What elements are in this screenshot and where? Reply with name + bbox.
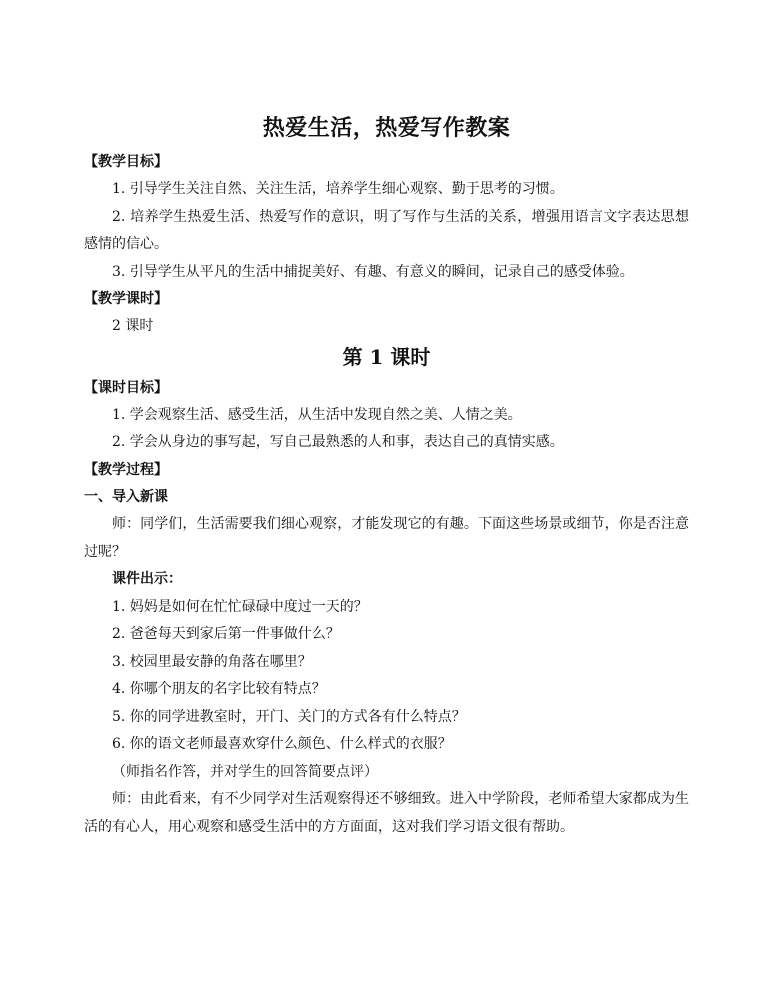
hours-value: 2 课时 bbox=[112, 318, 154, 334]
document-body bbox=[84, 113, 689, 841]
question-item: 4. 你哪个朋友的名字比较有特点？ bbox=[112, 681, 326, 697]
objectives-heading: 【教学目标】 bbox=[84, 154, 168, 170]
document-title: 热爱生活，热爱写作教案 bbox=[262, 115, 511, 141]
lesson-goal-item: 2. 学会从身边的事写起，写自己最熟悉的人和事，表达自己的真情实感。 bbox=[112, 434, 564, 450]
objective-item: 3. 引导学生从平凡的生活中捕捉美好、有趣、有意义的瞬间，记录自己的感受体验。 bbox=[112, 263, 634, 280]
objective-item: 1. 引导学生关注自然、关注生活，培养学生细心观察、勤于思考的习惯。 bbox=[112, 181, 564, 197]
objective-item: 2. 培养学生热爱生活、热爱写作的意识，明了写作与生活的关系，增强用语言文字表达思想感情的信心。 bbox=[84, 208, 689, 252]
hours-heading: 【教学课时】 bbox=[84, 291, 168, 307]
intro-paragraph: 师：同学们，生活需要我们细心观察，才能发现它的有趣。下面这些场景或细节，你是否注意过呢？ bbox=[84, 516, 689, 560]
question-item: 6. 你的语文老师最喜欢穿什么颜色、什么样式的衣服？ bbox=[112, 736, 452, 752]
lesson-goal-item: 1. 学会观察生活、感受生活，从生活中发现自然之美、人情之美。 bbox=[112, 406, 522, 423]
question-item: 5. 你的同学进教室时，开门、关门的方式各有什么特点？ bbox=[112, 708, 466, 725]
process-heading: 【教学过程】 bbox=[84, 461, 168, 478]
question-item: 3. 校园里最安静的角落在哪里？ bbox=[112, 653, 312, 670]
question-item: 1. 妈妈是如何在忙忙碌碌中度过一天的？ bbox=[112, 598, 368, 615]
slide-label: 课件出示： bbox=[112, 571, 182, 587]
lesson-goals-heading: 【课时目标】 bbox=[84, 379, 168, 396]
question-item: 2. 爸爸每天到家后第一件事做什么？ bbox=[112, 626, 340, 642]
conclusion-paragraph: 师：由此看来，有不少同学对生活观察得还不够细致。进入中学阶段，老师希望大家都成为生活的有心人，用心观察和感受生活中的方方面面，这对我们学习语文很有帮助。 bbox=[84, 791, 689, 835]
step-heading: 一、导入新课 bbox=[84, 488, 168, 505]
teacher-note: （师指名作答，并对学生的回答简要点评） bbox=[112, 763, 378, 780]
lesson-title: 第 1 课时 bbox=[342, 344, 431, 369]
